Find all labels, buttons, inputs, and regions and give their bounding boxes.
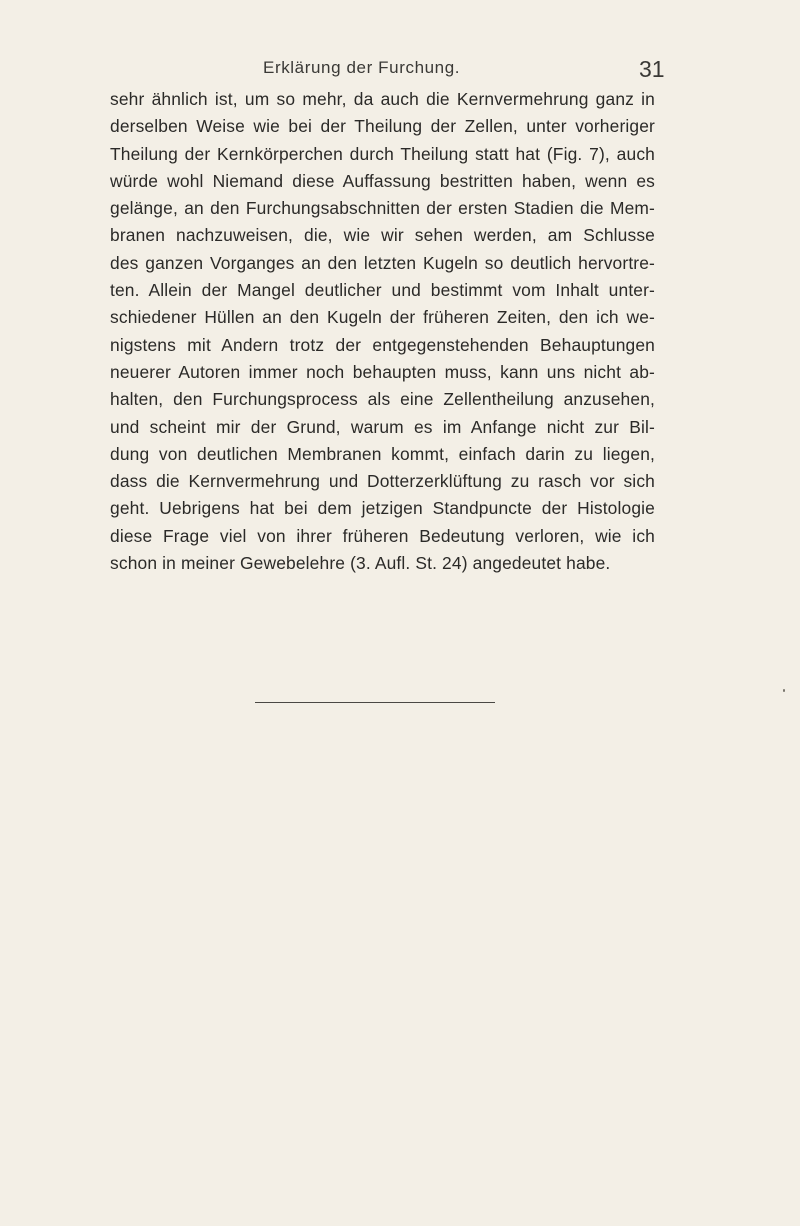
text-line: diese Frage viel von ihrer früheren Bedeutung verloren, wie ich xyxy=(110,525,655,546)
section-divider xyxy=(255,702,495,703)
text-line: nigstens mit Andern trotz der entgegenstehenden Behauptungen xyxy=(110,334,655,355)
text-line: halten, den Furchungsprocess als eine Zellentheilung anzusehen, xyxy=(110,389,655,410)
running-title: Erklärung der Furchung. xyxy=(263,58,461,77)
text-line: Theilung der Kernkörperchen durch Theilung statt hat (Fig. 7), auch xyxy=(110,143,655,164)
text-line: würde wohl Niemand diese Auffassung bestritten haben, wenn es xyxy=(110,170,655,191)
text-line: dass die Kernvermehrung und Dotterzerklüftung zu rasch vor sich xyxy=(110,471,655,492)
text-line: des ganzen Vorganges an den letzten Kugeln so deutlich hervortre- xyxy=(110,252,655,273)
text-line: derselben Weise wie bei der Theilung der Zellen, unter vorheriger xyxy=(110,116,655,137)
body-paragraph xyxy=(110,86,655,577)
text-line: und scheint mir der Grund, warum es im Anfange nicht zur Bil- xyxy=(110,416,655,437)
text-line: geht. Uebrigens hat bei dem jetzigen Standpuncte der Histologie xyxy=(110,498,655,519)
text-line: neuerer Autoren immer noch behaupten muss, kann uns nicht ab- xyxy=(110,361,655,382)
text-line: gelänge, an den Furchungsabschnitten der ersten Stadien die Mem- xyxy=(110,198,655,219)
text-line: schon in meiner Gewebelehre (3. Aufl. St. 24) angedeutet habe. xyxy=(110,553,611,574)
running-head xyxy=(0,58,800,88)
text-line: sehr ähnlich ist, um so mehr, da auch die Kernvermehrung ganz in xyxy=(110,89,655,109)
text-line: dung von deutlichen Membranen kommt, einfach darin zu liegen, xyxy=(110,443,655,464)
text-line: ten. Allein der Mangel deutlicher und bestimmt vom Inhalt unter- xyxy=(110,280,655,301)
text-line: schiedener Hüllen an den Kugeln der früheren Zeiten, den ich we- xyxy=(110,307,655,328)
paper-speck xyxy=(783,689,785,692)
text-line: branen nachzuweisen, die, wie wir sehen werden, am Schlusse xyxy=(110,225,655,246)
page-number: 31 xyxy=(639,56,665,82)
